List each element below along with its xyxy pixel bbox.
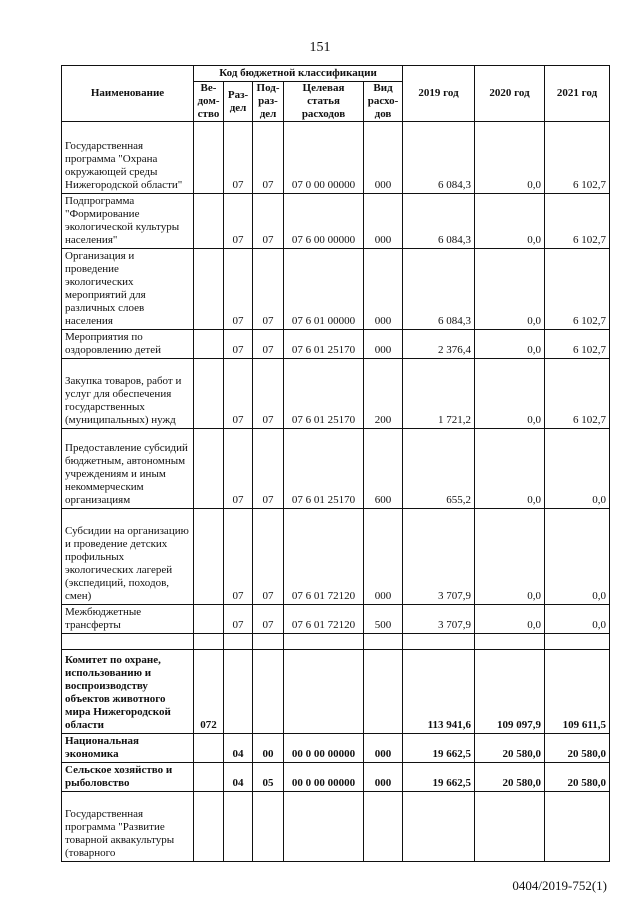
row-razdel: 07 [224,429,253,509]
row-razdel [224,792,253,862]
header-2019: 2019 год [403,66,475,122]
row-2021: 6 102,7 [545,359,610,429]
header-target: Целевая статья расходов [284,82,364,122]
row-razdel: 07 [224,249,253,330]
row-vedomstvo [194,734,224,763]
row-2021: 6 102,7 [545,330,610,359]
row-target: 07 0 00 00000 [284,122,364,194]
row-2020: 109 097,9 [475,650,545,734]
row-vid: 000 [364,734,403,763]
row-2021 [545,634,610,650]
row-2019: 6 084,3 [403,122,475,194]
row-2020: 0,0 [475,605,545,634]
table-body [62,122,610,862]
row-2020: 0,0 [475,194,545,249]
row-vid: 600 [364,429,403,509]
table-row [62,249,610,330]
row-2021: 20 580,0 [545,763,610,792]
header-razdel: Раз- дел [224,82,253,122]
header-2020: 2020 год [475,66,545,122]
row-2021: 109 611,5 [545,650,610,734]
row-vid: 000 [364,194,403,249]
row-vid: 000 [364,330,403,359]
row-target [284,792,364,862]
row-podrazdel: 07 [253,330,284,359]
page-number: 151 [309,40,331,55]
row-vedomstvo [194,249,224,330]
row-2021: 6 102,7 [545,122,610,194]
row-2019: 6 084,3 [403,194,475,249]
row-podrazdel: 00 [253,734,284,763]
row-2020 [475,792,545,862]
row-podrazdel: 07 [253,429,284,509]
row-2021 [545,792,610,862]
row-name: Мероприятия по оздоровлению детей [62,330,194,359]
table-row [62,634,610,650]
table-row [62,330,610,359]
row-vedomstvo [194,429,224,509]
row-razdel [224,650,253,734]
row-vedomstvo [194,330,224,359]
row-2020: 0,0 [475,249,545,330]
row-vedomstvo [194,194,224,249]
row-razdel: 07 [224,359,253,429]
row-razdel: 07 [224,194,253,249]
row-2020: 0,0 [475,359,545,429]
header-name: Наименование [62,66,194,122]
row-name: Государственная программа "Охрана окружающей среды Нижегородской области" [62,122,194,194]
row-2020: 0,0 [475,330,545,359]
row-vid: 000 [364,509,403,605]
header-vid: Вид расхо- дов [364,82,403,122]
row-podrazdel [253,792,284,862]
row-target: 07 6 00 00000 [284,194,364,249]
row-target [284,634,364,650]
budget-table [61,65,610,862]
row-vedomstvo [194,792,224,862]
row-2021: 0,0 [545,429,610,509]
table-row [62,763,610,792]
row-vid: 000 [364,122,403,194]
row-2019: 6 084,3 [403,249,475,330]
row-name: Национальная экономика [62,734,194,763]
row-razdel: 07 [224,605,253,634]
row-2020: 0,0 [475,122,545,194]
row-target: 07 6 01 72120 [284,509,364,605]
row-vid: 200 [364,359,403,429]
row-podrazdel: 07 [253,605,284,634]
row-name: Государственная программа "Развитие товарной аквакультуры (товарного [62,792,194,862]
row-name [62,634,194,650]
row-razdel: 07 [224,122,253,194]
row-podrazdel: 07 [253,249,284,330]
row-target: 07 6 01 72120 [284,605,364,634]
row-name: Комитет по охране, использованию и воспроизводству объектов животного мира Нижегородской области [62,650,194,734]
row-target: 00 0 00 00000 [284,734,364,763]
row-razdel: 07 [224,509,253,605]
row-razdel: 04 [224,734,253,763]
table-row [62,194,610,249]
table-row [62,792,610,862]
row-podrazdel: 05 [253,763,284,792]
document-code: 0404/2019-752(1) [512,878,607,893]
header-classification-group: Код бюджетной классификации [194,66,403,82]
row-target: 07 6 01 25170 [284,429,364,509]
row-2019: 113 941,6 [403,650,475,734]
row-target: 00 0 00 00000 [284,763,364,792]
row-2021: 6 102,7 [545,249,610,330]
row-vedomstvo [194,509,224,605]
row-2019: 3 707,9 [403,509,475,605]
row-2020 [475,634,545,650]
row-target: 07 6 01 25170 [284,330,364,359]
table-row [62,734,610,763]
header-vedomstvo: Ве- дом- ство [194,82,224,122]
row-name: Межбюджетные трансферты [62,605,194,634]
row-vid [364,792,403,862]
row-target: 07 6 01 25170 [284,359,364,429]
row-name: Предоставление субсидий бюджетным, автономным учреждениям и иным некоммерческим организациям [62,429,194,509]
row-vid: 500 [364,605,403,634]
row-name: Организация и проведение экологических мероприятий для различных слоев населения [62,249,194,330]
row-vid: 000 [364,249,403,330]
row-2019: 1 721,2 [403,359,475,429]
table-row [62,122,610,194]
header-podrazdel: Под- раз- дел [253,82,284,122]
row-name: Субсидии на организацию и проведение детских профильных экологических лагерей (экспедиций, походов, смен) [62,509,194,605]
row-podrazdel: 07 [253,509,284,605]
table-row [62,650,610,734]
row-2021: 0,0 [545,509,610,605]
table-row [62,509,610,605]
row-razdel: 07 [224,330,253,359]
row-vid [364,634,403,650]
row-vid [364,650,403,734]
row-target: 07 6 01 00000 [284,249,364,330]
header-2021: 2021 год [545,66,610,122]
row-podrazdel [253,650,284,734]
row-name: Подпрограмма "Формирование экологической культуры населения" [62,194,194,249]
row-2019: 3 707,9 [403,605,475,634]
row-2019 [403,792,475,862]
row-vedomstvo [194,634,224,650]
row-2020: 0,0 [475,509,545,605]
row-2019 [403,634,475,650]
row-podrazdel [253,634,284,650]
row-2019: 19 662,5 [403,734,475,763]
row-2020: 20 580,0 [475,734,545,763]
table-row [62,605,610,634]
row-2020: 20 580,0 [475,763,545,792]
row-name: Закупка товаров, работ и услуг для обеспечения государственных (муниципальных) нужд [62,359,194,429]
row-target [284,650,364,734]
row-2020: 0,0 [475,429,545,509]
row-vedomstvo [194,359,224,429]
table-row [62,429,610,509]
row-vedomstvo [194,763,224,792]
row-podrazdel: 07 [253,359,284,429]
row-vedomstvo [194,605,224,634]
row-2019: 2 376,4 [403,330,475,359]
row-razdel: 04 [224,763,253,792]
row-2021: 0,0 [545,605,610,634]
row-name: Сельское хозяйство и рыболовство [62,763,194,792]
row-2019: 19 662,5 [403,763,475,792]
row-podrazdel: 07 [253,122,284,194]
row-2021: 6 102,7 [545,194,610,249]
row-vid: 000 [364,763,403,792]
row-2019: 655,2 [403,429,475,509]
table-row [62,359,610,429]
row-vedomstvo [194,122,224,194]
row-podrazdel: 07 [253,194,284,249]
row-2021: 20 580,0 [545,734,610,763]
row-razdel [224,634,253,650]
row-vedomstvo: 072 [194,650,224,734]
